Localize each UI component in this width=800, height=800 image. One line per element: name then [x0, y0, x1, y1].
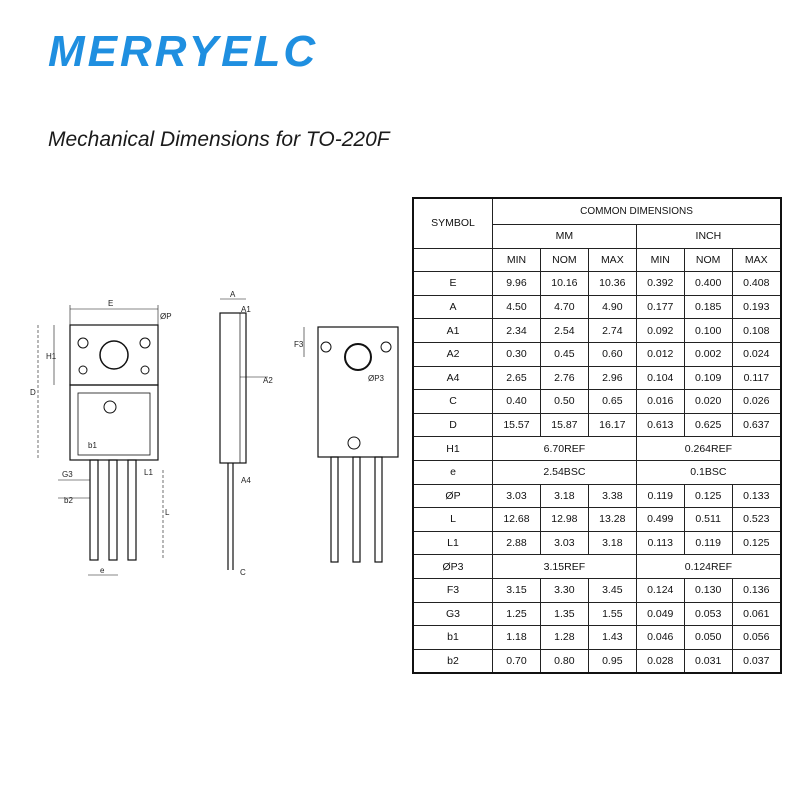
value-cell: 0.392 [636, 272, 684, 296]
value-cell: 0.185 [684, 295, 732, 319]
symbol-cell: L [413, 508, 493, 532]
value-cell: 0.124 [636, 578, 684, 602]
table-row [413, 626, 781, 650]
value-cell: 0.117 [732, 366, 781, 390]
symbol-header: SYMBOL [413, 198, 493, 248]
value-cell: 1.43 [588, 626, 636, 650]
label-L: L [165, 508, 170, 517]
symbol-cell: A4 [413, 366, 493, 390]
value-cell: 0.177 [636, 295, 684, 319]
inch-max-header: MAX [732, 248, 781, 272]
rear-view [304, 327, 398, 562]
value-cell: 0.113 [636, 531, 684, 555]
mm-max-header: MAX [588, 248, 636, 272]
value-cell: 0.104 [636, 366, 684, 390]
symbol-cell: A2 [413, 342, 493, 366]
front-view [38, 305, 163, 575]
symbol-cell: H1 [413, 437, 493, 461]
value-cell: 15.87 [540, 413, 588, 437]
value-cell: 0.056 [732, 626, 781, 650]
label-b1: b1 [88, 441, 97, 450]
symbol-cell: e [413, 460, 493, 484]
table-row [413, 272, 781, 296]
inch-header: INCH [636, 225, 781, 249]
symbol-cell: ØP3 [413, 555, 493, 579]
value-cell: 0.026 [732, 390, 781, 414]
value-cell: 0.80 [540, 649, 588, 673]
value-cell: 0.002 [684, 342, 732, 366]
value-cell: 0.020 [684, 390, 732, 414]
table-row [413, 342, 781, 366]
value-cell: 0.65 [588, 390, 636, 414]
value-cell: 15.57 [493, 413, 541, 437]
value-cell: 0.125 [684, 484, 732, 508]
value-cell: 0.30 [493, 342, 541, 366]
symbol-cell: ØP [413, 484, 493, 508]
table-row [413, 484, 781, 508]
value-cell: 4.50 [493, 295, 541, 319]
symbol-cell: b2 [413, 649, 493, 673]
table-row [413, 602, 781, 626]
value-cell: 0.061 [732, 602, 781, 626]
side-view [220, 299, 268, 570]
value-cell: 3.03 [493, 484, 541, 508]
value-cell: 0.092 [636, 319, 684, 343]
label-A1: A1 [241, 305, 251, 314]
value-cell: 0.50 [540, 390, 588, 414]
symbol-cell: F3 [413, 578, 493, 602]
value-cell: 0.95 [588, 649, 636, 673]
label-e: e [100, 566, 105, 575]
inch-nom-header: NOM [684, 248, 732, 272]
value-cell: 0.70 [493, 649, 541, 673]
symbol-cell: C [413, 390, 493, 414]
value-cell: 2.74 [588, 319, 636, 343]
dimensions-table [412, 197, 782, 674]
subheader-row [413, 248, 781, 272]
value-cell: 1.35 [540, 602, 588, 626]
value-cell: 1.55 [588, 602, 636, 626]
value-cell: 4.90 [588, 295, 636, 319]
value-cell: 16.17 [588, 413, 636, 437]
inch-ref-cell: 0.1BSC [636, 460, 781, 484]
label-A2: A2 [263, 376, 273, 385]
value-cell: 0.016 [636, 390, 684, 414]
table-row [413, 390, 781, 414]
table-row [413, 508, 781, 532]
value-cell: 3.15 [493, 578, 541, 602]
value-cell: 2.34 [493, 319, 541, 343]
table-row [413, 437, 781, 461]
table-row [413, 531, 781, 555]
value-cell: 0.499 [636, 508, 684, 532]
label-b2: b2 [64, 496, 73, 505]
value-cell: 0.40 [493, 390, 541, 414]
inch-min-header: MIN [636, 248, 684, 272]
value-cell: 0.049 [636, 602, 684, 626]
label-A4: A4 [241, 476, 251, 485]
value-cell: 0.125 [732, 531, 781, 555]
label-L1: L1 [144, 468, 153, 477]
value-cell: 0.130 [684, 578, 732, 602]
mm-nom-header: NOM [540, 248, 588, 272]
value-cell: 1.28 [540, 626, 588, 650]
blank-cell [413, 248, 493, 272]
value-cell: 0.193 [732, 295, 781, 319]
symbol-cell: G3 [413, 602, 493, 626]
value-cell: 12.98 [540, 508, 588, 532]
mm-ref-cell: 2.54BSC [493, 460, 637, 484]
value-cell: 2.96 [588, 366, 636, 390]
table-header-row [413, 198, 781, 225]
value-cell: 4.70 [540, 295, 588, 319]
value-cell: 0.625 [684, 413, 732, 437]
value-cell: 3.18 [540, 484, 588, 508]
value-cell: 13.28 [588, 508, 636, 532]
value-cell: 10.36 [588, 272, 636, 296]
value-cell: 0.053 [684, 602, 732, 626]
inch-ref-cell: 0.124REF [636, 555, 781, 579]
symbol-cell: E [413, 272, 493, 296]
value-cell: 9.96 [493, 272, 541, 296]
value-cell: 0.45 [540, 342, 588, 366]
label-A: A [230, 290, 236, 299]
value-cell: 0.136 [732, 578, 781, 602]
value-cell: 0.523 [732, 508, 781, 532]
label-F3: F3 [294, 340, 304, 349]
value-cell: 3.30 [540, 578, 588, 602]
value-cell: 0.400 [684, 272, 732, 296]
table-row [413, 555, 781, 579]
value-cell: 0.119 [684, 531, 732, 555]
symbol-cell: A [413, 295, 493, 319]
value-cell: 0.046 [636, 626, 684, 650]
label-E: E [108, 299, 114, 308]
table-row [413, 460, 781, 484]
value-cell: 0.60 [588, 342, 636, 366]
page-title: Mechanical Dimensions for TO-220F [48, 128, 390, 151]
value-cell: 0.408 [732, 272, 781, 296]
value-cell: 0.511 [684, 508, 732, 532]
value-cell: 3.18 [588, 531, 636, 555]
mm-header: MM [493, 225, 637, 249]
label-H1: H1 [46, 352, 57, 361]
value-cell: 3.03 [540, 531, 588, 555]
value-cell: 2.54 [540, 319, 588, 343]
mm-ref-cell: 6.70REF [493, 437, 637, 461]
value-cell: 0.012 [636, 342, 684, 366]
value-cell: 0.108 [732, 319, 781, 343]
value-cell: 2.88 [493, 531, 541, 555]
label-C: C [240, 568, 246, 577]
value-cell: 0.028 [636, 649, 684, 673]
value-cell: 0.109 [684, 366, 732, 390]
value-cell: 1.18 [493, 626, 541, 650]
value-cell: 0.613 [636, 413, 684, 437]
value-cell: 0.637 [732, 413, 781, 437]
value-cell: 0.100 [684, 319, 732, 343]
symbol-cell: L1 [413, 531, 493, 555]
brand-logo-text: MERRYELC [48, 27, 319, 74]
value-cell: 0.050 [684, 626, 732, 650]
package-drawing [28, 285, 410, 585]
symbol-cell: D [413, 413, 493, 437]
table-row [413, 366, 781, 390]
value-cell: 10.16 [540, 272, 588, 296]
value-cell: 0.037 [732, 649, 781, 673]
common-dimensions-header: COMMON DIMENSIONS [493, 198, 781, 225]
symbol-cell: b1 [413, 626, 493, 650]
symbol-cell: A1 [413, 319, 493, 343]
mm-ref-cell: 3.15REF [493, 555, 637, 579]
value-cell: 0.133 [732, 484, 781, 508]
table-row [413, 413, 781, 437]
value-cell: 1.25 [493, 602, 541, 626]
label-G3: G3 [62, 470, 73, 479]
table-row [413, 319, 781, 343]
label-OP3: ØP3 [368, 374, 385, 383]
table-row [413, 649, 781, 673]
label-D: D [30, 388, 36, 397]
table-row [413, 295, 781, 319]
value-cell: 2.65 [493, 366, 541, 390]
value-cell: 0.024 [732, 342, 781, 366]
value-cell: 0.119 [636, 484, 684, 508]
value-cell: 0.031 [684, 649, 732, 673]
label-OP: ØP [160, 312, 172, 321]
brand-logo [46, 26, 376, 74]
inch-ref-cell: 0.264REF [636, 437, 781, 461]
value-cell: 2.76 [540, 366, 588, 390]
value-cell: 3.45 [588, 578, 636, 602]
value-cell: 3.38 [588, 484, 636, 508]
value-cell: 12.68 [493, 508, 541, 532]
mm-min-header: MIN [493, 248, 541, 272]
table-row [413, 578, 781, 602]
